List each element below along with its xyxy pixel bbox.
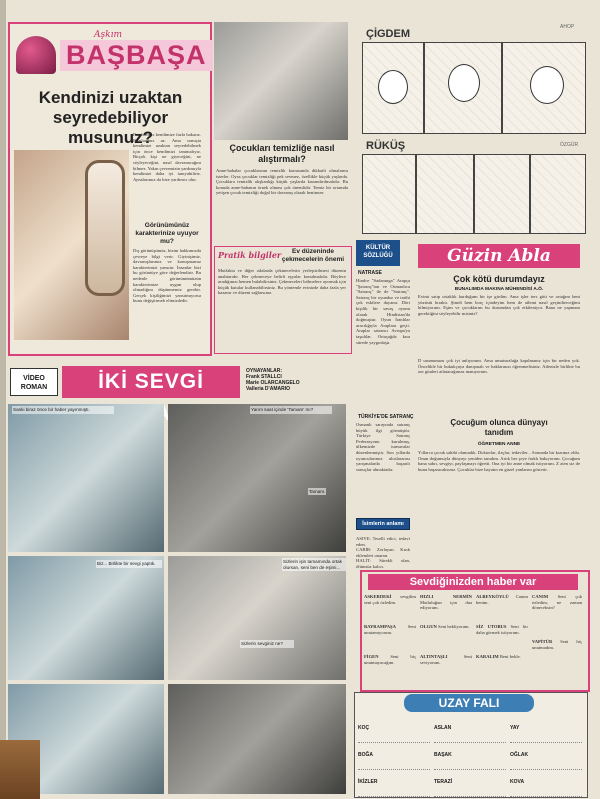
ruzgar-tag: ÖZGÜR [560, 142, 579, 148]
video-roman-badge [10, 368, 58, 396]
guzin-body-1: Evimi satıp ortaklık kurduğum bir işe girdim. Ama işler ters gitti ve ortağım beni yüzüstü bıraktı. Şimdi hem borç içindeyim hem de ailemi nasıl geçindireceğimi bilmiyorum. Eşim ve çocuklarım bu durumdan çok etkileniyor. Bana ne yapmam gerektiğini söyleyebilir misiniz? [418, 294, 580, 316]
pratik-body: Mutfakta ve diğer odalarda çekmecelerin yerleştirilmesi düzenin anahtarıdır. Her çekmeceye belirli eşyalar konulmalıdır. Böylece aradığınızı hemen bulabilirsiniz. Çekmeceleri bölmelere ayırmak için küçük kutular kullanabilirsiniz. Bu yöntemle evinizde daha fazla yer kazanır ve düzeni sağlarsınız. [218, 268, 346, 296]
ruzgar-title: RÜKÜŞ [366, 140, 406, 152]
roman-bubble-1: Sanki biraz önce bir haber yayınmıştı. [12, 406, 114, 414]
uzay-title: UZAY FALI [404, 694, 534, 712]
haber-item-2-3-title: ALTINTAŞLI [420, 654, 448, 659]
haber-item-2-1: HIZLI NERMİN Mutluluğun için dua ediyorum. [420, 594, 472, 611]
roman-bubble-2: Yarım saat içinde 'Tamam' mı? [250, 406, 332, 414]
roman-title: İKİ SEVGİ [62, 366, 240, 398]
roman-photo-6 [168, 684, 346, 794]
haber-item-4-2-title: VAPİTÜR [532, 639, 553, 644]
cast-1: Frank STALLCI [246, 374, 282, 380]
roman-photo-3 [8, 556, 164, 680]
haber-item-2-1-title: HIZLI NERMİN [420, 594, 472, 599]
zodiac-row-aslan [434, 716, 506, 743]
zodiac-row-terazi [434, 770, 506, 797]
basbasa-title: BAŞBAŞA [60, 40, 213, 71]
zodiac-row-koc [358, 716, 430, 743]
zodiac-label-boga: BOĞA [358, 752, 373, 758]
haber-item-3-1-title: ALBEYKÖYLÜ [476, 594, 509, 599]
haber-item-1-3: FİGEN Seni hiç unutmayacağım. [364, 654, 416, 665]
haber-item-3-3-title: KARALIM [476, 654, 499, 659]
haber-item-4-2: VAPİTÜR Seni hiç unutmadım. [532, 639, 582, 650]
haber-item-1-3-title: FİGEN [364, 654, 379, 659]
zodiac-row-yay [510, 716, 582, 743]
roman-photo-4 [168, 556, 346, 680]
zodiac-label-oglak: OĞLAK [510, 752, 529, 758]
guzin-signature-1: BUNALIMDA MAKINA MÜHENDİSİ A.Ö. [454, 287, 544, 292]
roman-cast [246, 368, 346, 392]
cast-2: Marie OLARCANGELO [246, 380, 300, 386]
zodiac-label-aslan: ASLAN [434, 725, 452, 731]
roman-bubble-5: Sizlerin işin tamamında ortak olursan, seni ben de eşimi... [282, 558, 346, 571]
roman-bubble-3: Tamam. [309, 489, 326, 494]
basbasa-script-logo: Aşkım [94, 30, 122, 40]
zodiac-label-yay: YAY [510, 725, 520, 731]
haber-item-4-1-title: CANIM [532, 594, 549, 599]
couple-silhouette-icon [16, 36, 56, 74]
haber-col-3 [476, 594, 528, 684]
ruzgar-panel-3 [474, 154, 530, 234]
isimler-text: ASIYE: Teselli edici, tedavi eden. CABİR: Zorlayan. Kırık eklemleri onaran. HALİT: Sürekli olan, ölümsüz kalıcı. [356, 536, 410, 569]
video-roman-label-1: VİDEO [23, 375, 45, 382]
haber-item-3-2-title: SİZ UTOBUS [476, 624, 507, 629]
haber-item-3-1: ALBEYKÖYLÜ Canım benim. [476, 594, 528, 605]
pratik-label: Pratik bilgiler [218, 250, 282, 260]
cigdem-face-3 [530, 66, 564, 104]
video-roman-label-2: ROMAN [20, 384, 48, 391]
basbasa-body-1: Bazılarımız kendimize fazla bakarız. Bazılarımız az. Ama sonuçta kendimizi uzaktan seyredebilmek için önce kendimizi tanımalıyız. Birçok kişi ne giyeceğini, ne söyleyeceğini, nasıl davranacağını bilmez. Yakın çevremizin yardımıyla kendimizi daha iyi tanıyabiliriz. Aynalarımız da bize yardımcı olur. [133, 132, 201, 182]
basbasa-subhead-1: Görünümünüz karakterinize uyuyor mu? [135, 222, 199, 245]
basbasa-headline: Kendinizi uzaktan seyredebiliyor musunuz? [38, 88, 183, 147]
zodiac-row-oglak [510, 743, 582, 770]
roman-bubble-6: Sizlerin sevginiz ne? [240, 640, 294, 648]
cigdem-tag: AHOP [560, 24, 575, 30]
zodiac-label-kova: KOVA [510, 779, 525, 785]
kultur-body-2: Osmanlı sarayında satranç büyük ilgi görmüştür. Türkiye Satranç Federasyonu kurulmuş, ülkemizde turnuvalar düzenlenmiştir. Son yıllarda oyuncularımız uluslararası yarışmalarda başarılı sonuçlar almaktadır. [356, 422, 410, 472]
zodiac-row-kova [510, 770, 582, 797]
haber-item-1-2: BAYRAMPAŞA Seni unutamıyorum. [364, 624, 416, 635]
roman-bubble-4: Biz... Birlikte bir sevgi yaptık. [96, 560, 162, 568]
haber-item-4-1: CANIM Seni çok özledim, ne zaman döneceksin? [532, 594, 582, 611]
ruzgar-panel-4 [530, 154, 586, 234]
mother-child-photo [214, 22, 348, 140]
haber-item-1-1: ASKERDEKİ sevgilim seni çok özledim. [364, 594, 416, 605]
guzin-signature-2: ÖĞRETMEN ANNE [477, 442, 521, 447]
guzin-headline-1: Çok kötü durumdayız [453, 274, 545, 284]
cocuk-headline: Çocukları temizliğe nasıl alıştırmalı? [229, 143, 335, 164]
cocuk-body: Anne-babalar çocuklarının temizlik konusunda dikkatli olmalarını isterler. Oysa çocuklar temizliği pek sevmez, özellikle küçük yaşlarda. Çocuklara temizlik alışkanlığı küçük yaşlarda kazandırılmalıdır. Bu konuda anne-babanın örnek olması çok önemlidir. Temiz bir ortamda yetişen çocuk temizliği doğal bir davranış olarak benimser. [216, 168, 348, 196]
haber-title: Sevdiğinizden haber var [368, 574, 578, 590]
table-edge [0, 740, 40, 799]
zodiac-label-koc: KOÇ [358, 725, 370, 731]
basbasa-body-2: Dış görünüşümüz, bizim hakkımızda çevreye bilgi verir. Giyinişimiz, davranışlarımız ve konuşmamız karakterimizi yansıtır. İnsanlar bizi bu görüntüye göre değerlendirir. Bu nedenle görünümümüzün karakterimize uygun olup olmadığını düşünmemiz gerekir. Gerçek kişiliğimizi yansıtmıyorsa bunu değiştirmek elimizdedir. [133, 248, 201, 304]
zodiac-row-ikizler [358, 770, 430, 797]
haber-item-2-2: OLGUN Seni bekliyorum. [420, 624, 470, 629]
haber-col-2 [420, 594, 472, 684]
cigdem-face-1 [378, 70, 408, 104]
roman-photo-2 [168, 404, 346, 552]
guzin-headline-2: Çocuğum olunca dünyayı tanıdım [450, 418, 548, 437]
kultur-section-2: TÜRKİYE'DE SATRANÇ [358, 414, 414, 420]
cast-label: OYNAYANLAR: [246, 368, 283, 374]
cigdem-face-2 [448, 64, 480, 102]
haber-item-1-2-title: BAYRAMPAŞA [364, 624, 396, 629]
kultur-body-1: Hindce "Sadaranga" Arapça "Şatranç"tan ve Osmanlıca "Satranç" ile de "Satranç". Satranç bir oyundur ve tarihi çok eskilere dayanır. Dört kişilik bir savaş oyunu olarak Hindistan'da doğmuştur. Oyun İranlılar aracılığıyla Araplara geçti. Araplar satrancı Avrupa'ya taşıdılar. Ortaçağda kısa sürede yaygınlaştı. [356, 278, 410, 345]
zodiac-row-boga [358, 743, 430, 770]
guzin-reply-1: D urumunuzu çok iyi anlıyorum. Ama umutsuzluğa kapılmanız için bir neden yok. Öncelikle bir hukukçuya danışmalı ve haklarınızı öğrenmelisiniz. Ailenizle birlikte bu zor günleri atlatacağınıza inanıyorum. [418, 358, 580, 375]
roman-photo-1 [8, 404, 164, 552]
haber-item-1-1-title: ASKERDEKİ [364, 594, 392, 599]
mirror-frame [85, 160, 125, 296]
kultur-section-1: NATRASE [358, 270, 382, 276]
zodiac-label-terazi: TERAZİ [434, 779, 453, 785]
ruzgar-panel-2 [416, 154, 474, 234]
isimler-badge: İsimlerin anlamı [356, 518, 410, 530]
kultur-label-2: SÖZLÜĞÜ [363, 253, 393, 259]
cast-3: Valleria D'AMARIO [246, 386, 290, 392]
pratik-headline: Ev düzeninde çekmecelerin önemi [281, 248, 345, 263]
haber-col-4 [532, 594, 582, 684]
paper-edge [0, 0, 6, 799]
zodiac-label-basak: BAŞAK [434, 752, 452, 758]
guzin-title: Güzin Abla [418, 244, 580, 268]
guzin-body-2: Yıllarca çocuk sahibi olamadık. Doktorlar, ilaçlar, tedaviler... Sonunda bir kızımız oldu. Onun doğumuyla dünyayı yeniden tanıdım. Artık her şeye farklı bakıyorum. Çocuğum bana sabrı, sevgiyi, paylaşmayı öğretti. Ona iyi bir anne olmak istiyorum. Z aten siz de bunu başaracaksınız. Çocuklar bize hayatın en güzel yanlarını gösterir. [418, 450, 580, 472]
haber-item-2-3: ALTINTAŞLI Seni seviyorum. [420, 654, 472, 665]
haber-item-3-3: KARALIM Beni bekle. [476, 654, 521, 659]
kultur-label-1: KÜLTÜR [365, 245, 391, 251]
uzay-col-3 [510, 716, 582, 797]
zodiac-row-basak [434, 743, 506, 770]
ruzgar-panel-1 [362, 154, 416, 234]
haber-col-1 [364, 594, 416, 684]
kultur-badge [356, 240, 400, 266]
haber-item-2-2-title: OLGUN [420, 624, 437, 629]
uzay-col-1 [358, 716, 430, 797]
haber-item-3-2: SİZ UTOBUS Seni bir daha görmek istiyorum. [476, 624, 528, 635]
cigdem-title: ÇİGDEM [366, 28, 410, 40]
basbasa-logo [14, 30, 207, 80]
uzay-col-2 [434, 716, 506, 797]
zodiac-label-ikizler: İKİZLER [358, 779, 378, 785]
